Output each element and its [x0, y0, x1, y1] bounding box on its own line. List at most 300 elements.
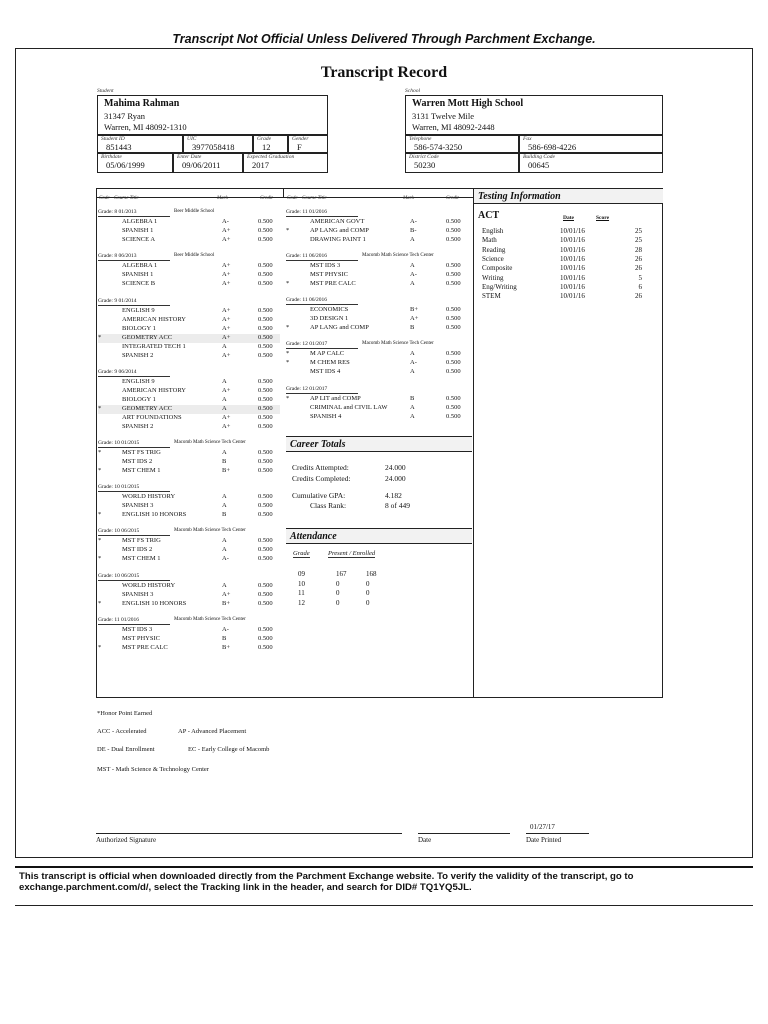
course-title: SCIENCE B — [122, 280, 156, 287]
honor-point-note: *Honor Point Earned — [97, 710, 153, 717]
course-credit: 0.500 — [258, 493, 273, 500]
student-box — [97, 95, 328, 135]
course-mark: A+ — [222, 271, 231, 278]
course-credit: 0.500 — [446, 262, 461, 269]
attendance-grade-header: Grade — [293, 550, 310, 557]
term-school-name: Macomb Math Science Tech Center — [174, 440, 246, 445]
course-mark: A- — [410, 359, 417, 366]
school-address-line1: 3131 Twelve Mile — [412, 111, 475, 121]
honor-marker: * — [286, 350, 290, 357]
honor-marker: * — [286, 395, 290, 402]
act-row — [482, 264, 642, 273]
course-credit: 0.500 — [258, 262, 273, 269]
course-mark: B — [222, 511, 227, 518]
mst-note: MST - Math Science & Technology Center — [97, 766, 209, 773]
course-credit: 0.500 — [258, 334, 273, 341]
term-header: Grade: 9 06/2014 — [98, 369, 170, 377]
course-title: ART FOUNDATIONS — [122, 414, 182, 421]
course-title: MST IDS 4 — [310, 368, 341, 375]
term-header: Grade: 10 01/2015 Macomb Math Science Tech Center — [98, 440, 246, 446]
course-row — [286, 280, 468, 289]
act-score: 25 — [635, 227, 642, 235]
course-mark: A — [222, 502, 227, 509]
course-title: ENGLISH 10 HONORS — [122, 600, 187, 607]
course-mark: A+ — [222, 307, 231, 314]
act-subject: English — [482, 227, 504, 235]
gender-field — [288, 135, 328, 153]
term-school-name: Macomb Math Science Tech Center — [362, 253, 434, 258]
attendance-grade: 09 — [298, 570, 305, 578]
course-row — [286, 324, 468, 333]
course-title: AMERICAN HISTORY — [122, 316, 186, 323]
course-title: ALGEBRA 1 — [122, 218, 158, 225]
act-date: 10/01/16 — [560, 282, 585, 291]
course-credit: 0.500 — [258, 555, 273, 562]
course-row — [98, 502, 280, 511]
course-title: MST CHEM 1 — [122, 555, 161, 562]
course-title: 3D DESIGN 1 — [310, 315, 349, 322]
course-title: INTEGRATED TECH 1 — [122, 343, 186, 350]
course-row — [286, 359, 468, 368]
honor-marker: * — [98, 467, 102, 474]
class-rank-label: Class Rank: — [310, 501, 347, 510]
course-title: MST PRE CALC — [122, 644, 168, 651]
course-row — [286, 236, 468, 245]
ec-note: EC - Early College of Macomb — [188, 746, 270, 753]
attendance-present: 167 — [336, 570, 347, 578]
attendance-row — [298, 599, 388, 608]
course-mark: A- — [410, 218, 417, 225]
course-row — [98, 467, 280, 476]
attendance-row — [298, 580, 388, 589]
act-score: 26 — [635, 292, 642, 301]
printed-date-value: 01/27/17 — [530, 823, 555, 831]
course-credit: 0.500 — [258, 218, 273, 225]
course-credit: 0.500 — [258, 644, 273, 651]
honor-marker: * — [98, 334, 102, 341]
course-credit: 0.500 — [258, 271, 273, 278]
course-credit: 0.500 — [258, 280, 273, 287]
course-row — [286, 315, 468, 324]
term-header: Grade: 10 06/2015 Macomb Math Science Tech Center — [98, 528, 246, 534]
header-rule — [97, 197, 473, 198]
career-totals-title: Career Totals — [286, 436, 472, 452]
district-code-value: 50230 — [414, 160, 436, 170]
course-title: MST PRE CALC — [310, 280, 356, 287]
course-title: M CHEM RES — [310, 359, 350, 366]
course-credit: 0.500 — [258, 635, 273, 642]
course-credit: 0.500 — [446, 227, 461, 234]
student-label: Student — [97, 88, 114, 94]
course-mark: A — [410, 350, 415, 357]
term-header: Grade: 8 06/2013 Beer Middle School — [98, 253, 215, 259]
act-date: 10/01/16 — [560, 245, 585, 254]
attendance-present-enrolled-header: Present / Enrolled — [328, 550, 376, 557]
course-title: ALGEBRA 1 — [122, 262, 158, 269]
left-mark-header: Mark — [217, 196, 228, 201]
course-row — [98, 644, 280, 653]
act-subject: Reading — [482, 245, 506, 254]
act-date: 10/01/16 — [560, 292, 585, 301]
date-label: Date — [418, 836, 432, 844]
attendance-grade: 12 — [298, 598, 305, 607]
expected-graduation-value: 2017 — [252, 160, 269, 170]
course-title: BIOLOGY 1 — [122, 396, 156, 403]
term-header: Grade: 11 01/2016 — [286, 209, 358, 217]
authorized-signature-line — [96, 833, 402, 834]
course-title: M AP CALC — [310, 350, 345, 357]
course-credit: 0.500 — [258, 414, 273, 421]
attendance-enrolled: 0 — [366, 589, 370, 597]
course-row — [286, 413, 468, 422]
act-subject: Math — [482, 236, 497, 245]
course-row — [98, 458, 280, 467]
right-mark-header: Mark — [403, 196, 414, 201]
de-note: DE - Dual Enrollment — [97, 746, 155, 753]
course-row — [98, 591, 280, 600]
term-header: Grade: 12 01/2017 — [286, 386, 358, 394]
course-title: ENGLISH 9 — [122, 378, 155, 385]
course-title: SPANISH 2 — [122, 423, 154, 430]
course-row — [98, 378, 280, 387]
district-code-label: District Code — [409, 154, 439, 160]
course-title: CRIMINAL and CIVIL LAW — [310, 404, 388, 411]
testing-information-title: Testing Information — [474, 188, 663, 204]
honor-marker: * — [98, 555, 102, 562]
course-row — [286, 271, 468, 280]
course-mark: B+ — [410, 306, 419, 313]
attendance-enrolled: 0 — [366, 579, 370, 588]
course-mark: A+ — [222, 414, 231, 421]
course-row — [286, 262, 468, 271]
course-mark: A — [410, 280, 415, 287]
course-row — [98, 546, 280, 555]
course-title: SPANISH 1 — [122, 227, 154, 234]
course-credit: 0.500 — [258, 378, 273, 385]
course-mark: A+ — [222, 387, 231, 394]
course-mark: A+ — [222, 325, 231, 332]
honor-marker: * — [98, 449, 102, 456]
act-row — [482, 274, 642, 283]
course-credit: 0.500 — [258, 423, 273, 430]
student-id-label: Student ID — [101, 136, 125, 142]
term-school-name: Beer Middle School — [174, 209, 215, 214]
term-header: Grade: 12 01/2017 Macomb Math Science Tech Center — [286, 341, 434, 347]
course-row — [98, 626, 280, 635]
course-row — [98, 325, 280, 334]
term-header: Grade: 10 01/2015 — [98, 484, 170, 492]
date-printed-label: Date Printed — [526, 836, 562, 844]
course-credit: 0.500 — [258, 325, 273, 332]
act-test-name: ACT — [478, 210, 500, 221]
course-credit: 0.500 — [258, 449, 273, 456]
term-header: Grade: 11 06/2016 Macomb Math Science Tech Center — [286, 253, 434, 259]
course-row — [286, 218, 468, 227]
course-row — [98, 414, 280, 423]
birthdate-field — [97, 153, 173, 173]
course-row — [286, 395, 468, 404]
course-row — [98, 352, 280, 361]
term-school-name: Beer Middle School — [174, 253, 215, 258]
student-id-value: 851443 — [106, 142, 132, 152]
course-mark: A- — [222, 555, 229, 562]
course-title: MST CHEM 1 — [122, 467, 161, 474]
term-header: Grade: 8 01/2013 Beer Middle School — [98, 209, 215, 215]
expected-graduation-field — [243, 153, 328, 173]
course-credit: 0.500 — [446, 368, 461, 375]
enter-date-field — [173, 153, 243, 173]
course-mark: A — [410, 262, 415, 269]
course-credit: 0.500 — [258, 537, 273, 544]
class-rank-value: 8 of 449 — [385, 501, 410, 510]
course-row — [98, 271, 280, 280]
course-mark: A — [222, 449, 227, 456]
course-title: DRAWING PAINT 1 — [310, 236, 366, 243]
course-mark: A- — [410, 271, 417, 278]
course-row — [98, 396, 280, 405]
cumulative-gpa-value: 4.182 — [385, 491, 402, 500]
attendance-present: 0 — [336, 589, 340, 597]
course-title: WORLD HISTORY — [122, 493, 176, 500]
course-row — [98, 555, 280, 564]
course-mark: A+ — [222, 352, 231, 359]
credits-completed-value: 24.000 — [385, 474, 406, 483]
course-row — [98, 423, 280, 432]
course-row — [98, 537, 280, 546]
uic-label: UIC — [187, 136, 197, 142]
course-credit: 0.500 — [258, 546, 273, 553]
right-code-header: Code — [287, 196, 298, 201]
course-row — [98, 635, 280, 644]
course-mark: B- — [410, 227, 417, 234]
act-score: 5 — [638, 273, 642, 282]
birthdate-label: Birthdate — [101, 154, 122, 160]
course-credit: 0.500 — [446, 218, 461, 225]
course-credit: 0.500 — [446, 324, 461, 331]
course-title: ENGLISH 10 HONORS — [122, 511, 187, 518]
honor-marker: * — [286, 359, 290, 366]
course-mark: A — [222, 546, 227, 553]
course-mark: A+ — [222, 236, 231, 243]
grade-label: Grade — [257, 136, 272, 142]
honor-marker: * — [98, 405, 102, 412]
act-score: 6 — [638, 282, 642, 291]
course-credit: 0.500 — [446, 404, 461, 411]
course-mark: B+ — [222, 467, 231, 474]
course-credit: 0.500 — [258, 227, 273, 234]
attendance-present: 0 — [336, 579, 340, 588]
telephone-field — [405, 135, 519, 153]
building-code-value: 00645 — [528, 160, 550, 170]
course-mark: A+ — [222, 591, 231, 598]
course-mark: A+ — [222, 423, 231, 430]
course-credit: 0.500 — [258, 236, 273, 243]
course-row — [98, 405, 280, 414]
course-credit: 0.500 — [258, 396, 273, 403]
act-subject: Eng/Writing — [482, 282, 517, 291]
attendance-title: Attendance — [286, 528, 472, 544]
course-mark: A+ — [222, 227, 231, 234]
student-address-line2: Warren, MI 48092-1310 — [104, 122, 187, 132]
course-mark: A — [222, 396, 227, 403]
fax-label: Fax — [523, 136, 532, 142]
course-title: AMERICAN GOVT — [310, 218, 365, 225]
grade-value: 12 — [262, 142, 271, 152]
course-row — [286, 368, 468, 377]
course-mark: A+ — [222, 334, 231, 341]
course-mark: A — [410, 404, 415, 411]
course-row — [98, 316, 280, 325]
attendance-grade: 11 — [298, 589, 305, 597]
birthdate-value: 05/06/1999 — [106, 160, 145, 170]
course-row — [98, 262, 280, 271]
course-mark: A+ — [410, 315, 419, 322]
course-credit: 0.500 — [446, 413, 461, 420]
course-credit: 0.500 — [446, 271, 461, 278]
verification-footer: This transcript is official when downloaded directly from the Parchment Exchange website. To verify the validity of the transcript, go to exchange.parchment.com/d/, select the Tracking link in the header, and search for DID# TQ1YQ5JL. — [15, 866, 753, 906]
act-date: 10/01/16 — [560, 273, 585, 282]
course-title: GEOMETRY ACC — [122, 405, 173, 412]
act-date: 10/01/16 — [560, 236, 585, 245]
course-title: MST IDS 2 — [122, 458, 153, 465]
course-credit: 0.500 — [446, 395, 461, 402]
test-date-header: Date — [563, 215, 574, 221]
left-credit-header: Credit — [260, 196, 273, 201]
honor-marker: * — [98, 537, 102, 544]
acc-note: ACC - Accelerated — [97, 728, 147, 735]
course-row — [286, 306, 468, 315]
course-title: AMERICAN HISTORY — [122, 387, 186, 394]
expected-graduation-label: Expected Graduation — [247, 154, 295, 160]
honor-marker: * — [286, 280, 290, 287]
course-title: MST PHYSIC — [310, 271, 348, 278]
term-header: Grade: 11 01/2016 Macomb Math Science Tech Center — [98, 617, 246, 623]
fax-value: 586-698-4226 — [528, 142, 577, 152]
course-mark: A- — [222, 218, 229, 225]
act-score: 26 — [635, 254, 642, 263]
course-credit: 0.500 — [446, 359, 461, 366]
course-credit: 0.500 — [258, 511, 273, 518]
school-label: School — [405, 88, 420, 94]
term-header: Grade: 10 06/2015 — [98, 573, 170, 581]
course-mark: A — [222, 537, 227, 544]
course-row — [98, 280, 280, 289]
course-mark: A — [222, 405, 227, 412]
building-code-label: Building Code — [523, 154, 555, 160]
course-credit: 0.500 — [446, 236, 461, 243]
honor-marker: * — [98, 511, 102, 518]
act-row — [482, 227, 642, 236]
col-divider — [283, 189, 284, 197]
gender-label: Gender — [292, 136, 309, 142]
course-row — [98, 600, 280, 609]
act-subject: Science — [482, 254, 504, 263]
course-row — [98, 493, 280, 502]
enter-date-label: Enter Date — [177, 154, 202, 160]
student-id-field — [97, 135, 183, 153]
course-credit: 0.500 — [258, 467, 273, 474]
course-mark: A — [222, 493, 227, 500]
course-title: SCIENCE A — [122, 236, 156, 243]
course-title: AP LANG and COMP — [310, 324, 369, 331]
course-row — [98, 449, 280, 458]
course-title: MST FS TRIG — [122, 449, 161, 456]
act-date: 10/01/16 — [560, 254, 585, 263]
course-title: SPANISH 2 — [122, 352, 154, 359]
gender-value: F — [297, 142, 302, 152]
course-title: MST IDS 2 — [122, 546, 153, 553]
course-mark: B+ — [222, 644, 231, 651]
act-score: 28 — [635, 245, 642, 254]
course-mark: A — [222, 343, 227, 350]
course-title: MST FS TRIG — [122, 537, 161, 544]
date-printed-line — [526, 833, 589, 834]
enter-date-value: 09/06/2011 — [182, 160, 221, 170]
course-credit: 0.500 — [258, 458, 273, 465]
student-name: Mahima Rahman — [104, 98, 180, 109]
course-title: ECONOMICS — [310, 306, 349, 313]
course-title: WORLD HISTORY — [122, 582, 176, 589]
course-credit: 0.500 — [446, 350, 461, 357]
telephone-value: 586-574-3250 — [414, 142, 463, 152]
course-mark: A — [222, 378, 227, 385]
course-credit: 0.500 — [446, 280, 461, 287]
course-credit: 0.500 — [258, 600, 273, 607]
course-title: SPANISH 3 — [122, 591, 154, 598]
course-title: MST IDS 3 — [310, 262, 341, 269]
course-title: SPANISH 4 — [310, 413, 342, 420]
right-credit-header: Credit — [446, 196, 459, 201]
right-title-header: Course Title — [302, 196, 327, 201]
course-row — [98, 511, 280, 520]
course-credit: 0.500 — [446, 306, 461, 313]
term-header: Grade: 9 01/2014 — [98, 298, 170, 306]
credits-attempted-value: 24.000 — [385, 463, 406, 472]
course-credit: 0.500 — [258, 352, 273, 359]
act-row — [482, 236, 642, 245]
honor-marker: * — [286, 324, 290, 331]
act-date: 10/01/16 — [560, 227, 585, 235]
course-title: ENGLISH 9 — [122, 307, 155, 314]
attendance-present: 0 — [336, 598, 340, 607]
course-credit: 0.500 — [258, 502, 273, 509]
course-title: SPANISH 1 — [122, 271, 154, 278]
ap-note: AP - Advanced Placement — [178, 728, 247, 735]
date-line — [418, 833, 510, 834]
school-address-line2: Warren, MI 48092-2448 — [412, 122, 495, 132]
act-row — [482, 283, 642, 292]
document-title: Transcript Record — [320, 64, 448, 81]
test-score-header: Score — [596, 215, 610, 221]
cumulative-gpa-label: Cumulative GPA: — [292, 491, 346, 500]
act-score: 25 — [635, 236, 642, 245]
act-subject: Writing — [482, 273, 504, 282]
attendance-row — [298, 570, 388, 579]
term-school-name: Macomb Math Science Tech Center — [174, 528, 246, 533]
course-credit: 0.500 — [258, 307, 273, 314]
course-credit: 0.500 — [258, 316, 273, 323]
attendance-enrolled: 168 — [366, 570, 377, 578]
term-header: Grade: 11 06/2016 — [286, 297, 358, 305]
credits-completed-label: Credits Completed: — [292, 474, 351, 483]
left-code-header: Code — [99, 196, 110, 201]
course-row — [98, 236, 280, 245]
school-name: Warren Mott High School — [412, 98, 524, 109]
honor-marker: * — [98, 600, 102, 607]
course-mark: B — [410, 324, 415, 331]
course-row — [98, 387, 280, 396]
course-row — [98, 334, 280, 343]
